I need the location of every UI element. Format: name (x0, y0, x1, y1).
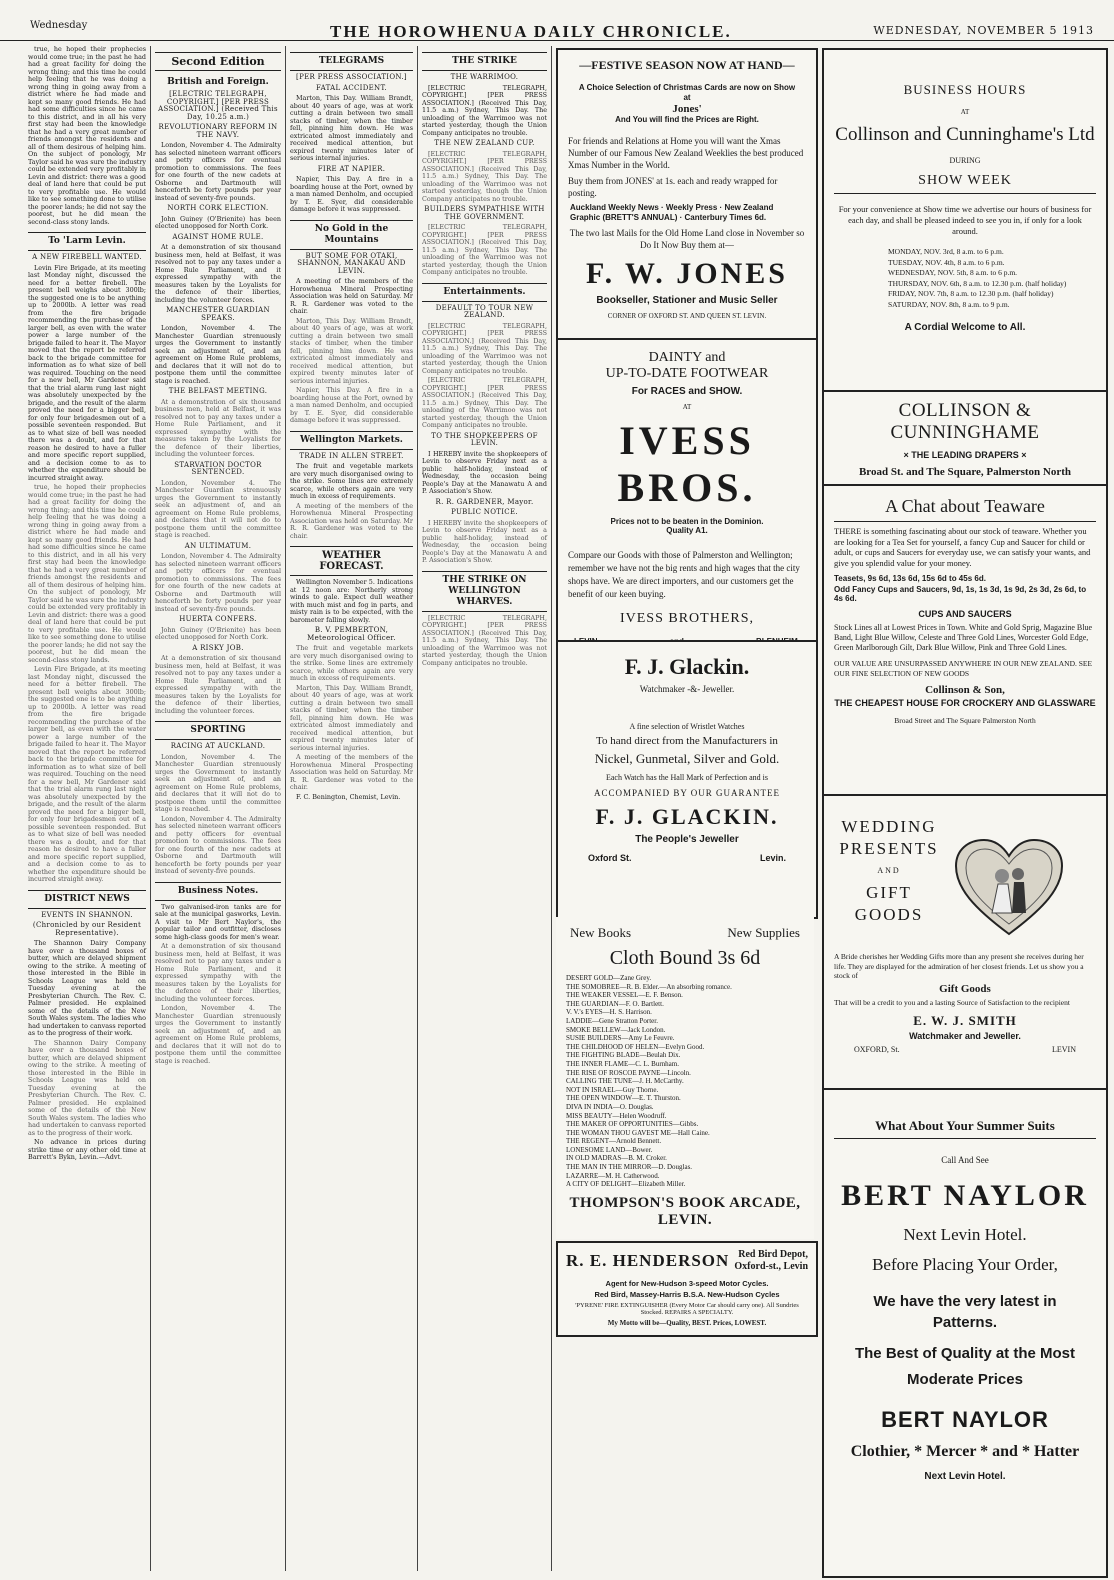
ad-body: THERE is something fascinating about our stock of teaware. Whether you are looking for a Tea Set for yourself, a fancy Cup and Saucer for child or adult, or cups and Saucers for everyday use, we can satisfy your wants, and give you splendid value for your money. (834, 526, 1091, 568)
subheadline: NORTH CORK ELECTION. (167, 204, 269, 212)
ad-line: DURING (949, 156, 981, 165)
ad-business-hours (822, 48, 1108, 392)
book-title: SMOKE BELLEW—Jack London. (566, 1025, 666, 1034)
masthead-fragment: Wednesday (30, 20, 88, 31)
advertiser-trade: Clothier, * Mercer * and * Hatter (850, 1443, 1080, 1460)
ad-headline: SHOW WEEK (918, 173, 1012, 188)
subheadline: FATAL ACCIDENT. (316, 83, 387, 92)
ad-headline: A Chat about Teaware (885, 496, 1045, 516)
subheadline: THE NEW ZEALAND CUP. (434, 139, 535, 147)
subheadline: AGAINST HOME RULE. (172, 232, 264, 241)
ad-headline: GOODS (854, 905, 924, 924)
ad-line: A Choice Selection of Christmas Cards are now on Show at (578, 83, 796, 102)
ad-headline: New Books (570, 925, 632, 940)
advertiser-name: BERT NAYLOR (841, 1179, 1089, 1212)
ad-line: My Motto will be—Quality, BEST. Prices, LOWEST. (607, 1319, 767, 1327)
ad-line: A Cordial Welcome to All. (904, 322, 1026, 333)
ad-headline: Gift Goods (939, 982, 991, 995)
book-title: THE REGENT—Arnold Bennett. (566, 1137, 662, 1146)
article-text: true, he hoped their prophecies would come true; in the past he had had a great facility for doing the wrong thing; and this time he could help feeling that he was doing a wrong thing in going away from a district where he had made and kept so many good friends. He had had some difficulties since he came to this district, and in all his very first stay had been the knowledge that he had a very great number of friends amongst the residents and all of them desirous of helping him. On the subject of ponology, Mr Taylor said he was sure the industry could be extended very profitably in Levin and district: there was a good deal of land here that could be put to very profitable use. He would like to see something done to utilise the poorer lands; he did not say the poorest, but he did mean the second-class stony lands. (28, 45, 146, 226)
article-text: Marton, This Day. William Brandt, about 40 years of age, was at work cutting a drain between two small stacks of timber, when the timber fell, pinning him down. He was extricated almost immediately and received medical attention, but expired twenty minutes later of serious internal injuries. (290, 316, 413, 385)
ad-headline: New Supplies (727, 925, 800, 940)
article-text: Levin Fire Brigade, at its meeting last Monday night, discussed the need for a better firebell. The present bell weighs about 300lb; the suggested one is to be anything up to 2000lb. A letter was read from the fire brigade recommending the purchase of the larger bell, as even with the water power a large number of the brigade failed to hear it. The Mayor moved that the report be referred back to the brigade committee for information as to what size of bell was required. Touching on the need for a new bell, Mr Gardener said that the trial alarm rung last night was absolutely unexpected by the brigade, and the result of the alarm proved the need for a bigger bell, for only four brigadesmen out of a possible seventeen responded. But as to what size of bell was needed there was a doubt, and for that reason he desired to have a fuller and more specific report supplied, and a decision come to as to whether the expenditure should be incurred straight away. (28, 665, 146, 883)
issue-date: WEDNESDAY, NOVEMBER 5 1913 (873, 24, 1094, 37)
column-rule (551, 46, 552, 1571)
headline: British and Foreign. (167, 77, 269, 87)
ad-line: AT (960, 108, 970, 116)
ad-body: Compare our Goods with those of Palmerston and Wellington; remember we have not the big rents and high wages that the city shops have. We are direct importers, and our customers get the benefit of our keen buying. (568, 550, 800, 599)
headline: To 'Larm Levin. (28, 232, 146, 251)
hours-line: TUESDAY, NOV. 4th, 8 a.m. to 6 p.m. (888, 257, 1005, 267)
ad-headline: GIFT (866, 883, 912, 902)
advertiser-address: Broad Street and The Square Palmerston North (894, 716, 1036, 725)
ad-headline: CUPS AND SAUCERS (918, 609, 1012, 619)
divider (834, 193, 1096, 194)
ad-ivess-bros (556, 338, 818, 642)
ad-list: Auckland Weekly News · Weekly Press · New Zealand Graphic (BRETT'S ANNUAL) · Canterbury Times 6d. (570, 203, 774, 222)
advertiser-name: Collinson & Son, (925, 684, 1005, 696)
subheadline: RACING AT AUCKLAND. (170, 742, 266, 750)
advertiser-tagline: The People's Jeweller (635, 834, 739, 845)
advertisement-note: No advance in prices during strike time or any other old time at Barrett's Bykn, Levin.—Advt. (28, 1138, 146, 1161)
ad-line: AND (877, 866, 901, 875)
ad-line: Next Levin Hotel. (903, 1225, 1027, 1244)
ad-headline: Before Placing Your Order, (872, 1255, 1058, 1274)
article-text: London, November 4. The Admiralty has selected nineteen warrant officers and petty officers for eventual promotion to commissions. The fees for one fourth of the new cadets at Osborne and Dartmouth will henceforth be forty pounds per year instead of seventy-five pounds. (155, 552, 281, 613)
ad-body: That will be a credit to you and a lasting Source of Satisfaction to the recipient (834, 997, 1070, 1007)
headline: Business Notes. (155, 882, 281, 901)
article-text: The Shannon Dairy Company have over a thousand boxes of butter, which are delayed shipment owing to the strike. A meeting of those interested in the Bible in Schools League was held on Tuesday evening at the Presbyterian Church. The Rev. C. Palmer presided. He explained some of the details of the New South Wales system. The ladies who had undertaken to canvass reported as to the progress of their work. (28, 939, 146, 1037)
ad-title: —FESTIVE SEASON NOW AT HAND— (579, 58, 795, 72)
ad-henderson (556, 1241, 818, 1337)
book-list (566, 974, 804, 1189)
subheadline: EVENTS IN SHANNON. (41, 910, 133, 919)
article-text: At a demonstration of six thousand business men, held at Belfast, it was resolved not to pay any taxes under a Home Rule Parliament, and it expressed sympathy with the measures taken by the Loyalists for the defence of their liberties, including the volunteer forces. (155, 243, 281, 304)
article-text: London, November 4. The Manchester Guardian strenuously urges the Government to instantly seek an adjustment of, and an agreement on Home Rule problems, and declares that it will not do to postpone them until the committee stage is reached. (155, 752, 281, 813)
subheadline: REVOLUTIONARY REFORM IN THE NAVY. (158, 123, 278, 139)
article-text: Wellington November 5. Indications at 12 noon are: Northerly strong winds to gale. Expect dull weather with much mist and fog in parts, and misty rain is to be expected, with the barometer falling slowly. (290, 578, 413, 624)
article-text: The fruit and vegetable markets are very much disorganised owing to the strike. Some lines are extremely scarce, while others again are very much in excess of requirements. (290, 644, 413, 682)
article-text: I HEREBY invite the shopkeepers of Levin to observe Friday next as a public half-holiday, instead of Wednesday, the occasion being People's Day at the Manawatu A and P. Association's Show. (422, 518, 547, 564)
article-text: A meeting of the members of the Horowhenua Mineral Prospecting Association was held on Saturday. Mr R. R. Gardener was voted to the chair. (290, 277, 413, 315)
column-2 (155, 46, 281, 1571)
headline: SPORTING (155, 721, 281, 740)
subheadline: HUERTA CONFERS. (179, 615, 257, 623)
headline: TELEGRAMS (290, 52, 413, 71)
article-text: London, November 4. The Admiralty has selected nineteen warrant officers and petty officers for eventual promotion to commissions. The fees for one fourth of the new cadets at Osborne and Dartmouth will henceforth be forty pounds per year instead of seventy-five pounds. (155, 141, 281, 202)
article-text: Levin Fire Brigade, at its meeting last Monday night, discussed the need for a better firebell. The present bell weighs about 300lb; the suggested one is to be anything up to 2000lb. A letter was read from the fire brigade recommending the purchase of the larger bell, as even with the water power a large number of the brigade failed to hear it. The Mayor moved that the report be referred back to the brigade committee for information as to what size of bell was required. Touching on the need for a new bell, Mr Gardener said that the trial alarm rung last night was absolutely unexpected by the brigade, and the result of the alarm proved the need for a bigger bell, for only four brigadesmen out of a possible seventeen responded. But as to what size of bell was needed there was a doubt, and for that reason he desired to have a fuller and more specific report supplied, and a decision come to as to whether the expenditure should be incurred straight away. (28, 263, 146, 482)
article-text: true, he hoped their prophecies would come true; in the past he had had a great facility for doing the wrong thing; and this time he could help feeling that he was doing a wrong thing in going away from a district where he had made and kept so many good friends. He had had some difficulties since he came to this district, and in all his very first stay had been the knowledge that he had a very great number of friends amongst the residents and all of them desirous of helping him. On the subject of ponology, Mr Taylor said he was sure the industry could be extended very profitably in Levin and district: there was a good deal of land here that could be put to very profitable use. He would like to see something done to utilise the poorer lands; he did not say the poorest, but he did mean the second-class stony lands. (28, 483, 146, 664)
article-text: London, November 4. The Manchester Guardian strenuously urges the Government to instantly seek an adjustment of, and an agreement on Home Rule problems, and declares that it will not do to postpone them until the committee stage is reached. (155, 478, 281, 539)
ad-headline: To hand direct from the Manufacturers in (596, 735, 778, 747)
advertiser-name: IVESS BROTHERS, (619, 611, 755, 626)
divider (834, 1138, 1096, 1139)
article-text: London, November 4. The Manchester Guardian strenuously urges the Government to instantly seek an adjustment of, and an agreement on Home Rule problems, and declares that it will not do to postpone them until the committee stage is reached. (155, 1004, 281, 1065)
location: LEVIN (1052, 1045, 1076, 1054)
ad-body: For friends and Relations at Home you will want the Xmas Number of our Famous New Zealand Weeklies the best produced Xmas Number in the World. (568, 136, 804, 170)
signature: R. R. GARDENER, Mayor. (435, 497, 534, 506)
book-title: SUSIE BUILDERS—Amy Le Feuvre. (566, 1034, 675, 1043)
article-text: Marton, This Day. William Brandt, about 40 years of age, was at work cutting a drain between two small stacks of timber, when the timber fell, pinning him down. He was extricated almost immediately and received medical attention, but expired twenty minutes later of serious internal injuries. (290, 683, 413, 752)
book-title: THE RISE OF ROSCOE PAYNE—Lincoln. (566, 1068, 691, 1077)
price-line: Odd Fancy Cups and Saucers, 9d, 1s, 1s 3d, 1s 9d, 2s 3d, 2s 6d, to 4s 6d. (834, 585, 1087, 603)
credit: [ELECTRIC TELEGRAPH, COPYRIGHT.] [PER PRESS ASSOCIATION.] (Received This Day, 10.25 a.m.) (158, 90, 278, 121)
headline: DISTRICT NEWS (28, 890, 146, 909)
headline: THE STRIKE ON WELLINGTON WHARVES. (422, 571, 547, 612)
subheadline: TRADE IN ALLEN STREET. (299, 451, 404, 460)
book-title: THE MAN IN THE MIRROR—D. Douglas. (566, 1163, 693, 1172)
hours-line: FRIDAY, NOV. 7th, 8 a.m. to 12.30 p.m. (half holiday) (888, 289, 1054, 298)
ad-teaware (822, 484, 1108, 796)
article-text: [ELECTRIC TELEGRAPH, COPYRIGHT.] [PER PRESS ASSOCIATION.] (Received This Day, 11.5 a.m.) Sydney, This Day. The unloading of the Warrimoo was not started yesterday, though the Union Company anticipates no trouble. (422, 613, 547, 667)
subheadline: THE BELFAST MEETING. (168, 387, 268, 395)
hours-list (888, 247, 1106, 310)
credit: [PER PRESS ASSOCIATION.] (296, 73, 407, 81)
headline: Wellington Markets. (290, 431, 413, 450)
column-rule (285, 46, 286, 1571)
ad-line: ACCOMPANIED BY OUR GUARANTEE (593, 788, 781, 798)
advertiser-address: CORNER OF OXFORD ST. AND QUEEN ST. LEVIN. (607, 312, 767, 320)
advertiser-name: Collinson and Cunninghame's Ltd (835, 124, 1095, 145)
article-text: A meeting of the members of the Horowhenua Mineral Prospecting Association was held on Saturday. Mr R. R. Gardener was voted to the chair. (290, 501, 413, 540)
article-text: [ELECTRIC TELEGRAPH, COPYRIGHT.] [PER PRESS ASSOCIATION.] (Received This Day, 11.5 a.m.) Sydney, This Day. The unloading of the Warrimoo was not started yesterday, though the Union Company anticipates no trouble. (422, 376, 547, 429)
column-1 (28, 46, 146, 1571)
advertiser-name: E. W. J. SMITH (913, 1013, 1017, 1028)
article-text: [ELECTRIC TELEGRAPH, COPYRIGHT.] [PER PRESS ASSOCIATION.] (Received This Day, 11.5 a.m.) Sydney, This Day. The unloading of the Warrimoo was not started yesterday, though the Union Company anticipates no trouble. (422, 321, 547, 375)
article-text: [ELECTRIC TELEGRAPH, COPYRIGHT.] [PER PRESS ASSOCIATION.] (Received This Day, 11.5 a.m.) Sydney, This Day. The unloading of the Warrimoo was not started yesterday, though the Union Company anticipates no trouble. (422, 223, 547, 276)
headline: No Gold in the Mountains (290, 220, 413, 250)
book-title: MISS BEAUTY—Helen Woodruff. (566, 1111, 667, 1120)
article-text: Two galvanised-iron tanks are for sale at the municipal gasworks, Levin. A visit to Mr Bert Naylor's, the popular tailor and outfitter, discloses some high-class goods for men's wear. (155, 902, 281, 941)
ad-headline: BUSINESS HOURS (903, 82, 1027, 97)
advertiser-name: BERT NAYLOR (881, 1407, 1049, 1432)
book-title: DESERT GOLD—Zane Grey. (566, 974, 652, 982)
article-text: Napier, This Day. A fire in a boarding house at the Port, owned by a man named Denholm, and occupied by T. E. Syer, did considerable damage before it was suppressed. (290, 175, 413, 213)
subheadline: THE WARRIMOO. (450, 73, 519, 81)
subheadline: A RISKY JOB. (192, 643, 244, 652)
book-title: THE GUARDIAN—F. O. Bartlett. (566, 999, 664, 1008)
book-title: THE FIGHTING BLADE—Beulah Dix. (566, 1051, 681, 1060)
subheadline: A NEW FIREBELL WANTED. (32, 253, 142, 261)
ad-line: The Best of Quality at the Most Moderate Prices (854, 1345, 1076, 1388)
advertiser-name: IVESS BROS. (617, 418, 757, 510)
ad-line: Each Watch has the Hall Mark of Perfection and is (605, 773, 769, 782)
store-name: Jones' (672, 103, 702, 115)
article-text: At a demonstration of six thousand business men, held at Belfast, it was resolved not to pay any taxes under a Home Rule Parliament, and it expressed sympathy with the measures taken by the Loyalists for the defence of their liberties, including the volunteer forces. (155, 942, 281, 1003)
ad-headline: DAINTY and (648, 350, 726, 365)
ad-line: Agent for New-Hudson 3-speed Motor Cycles. (605, 1279, 769, 1288)
subheadline: FIRE AT NAPIER. (317, 164, 386, 173)
ad-body: For your convenience at Show time we advertise our hours of business for each day, and shall be pleased indeed to see you in, if only for a look around. (838, 204, 1092, 236)
hours-line: WEDNESDAY, NOV. 5th, 8 a.m. to 6 p.m. (888, 268, 1018, 277)
book-title: DIVA IN INDIA—O. Douglas. (566, 1102, 654, 1111)
book-title: THE CHILDHOOD OF HELEN—Evelyn Good. (566, 1042, 705, 1051)
advertisement-note: F. C. Benington, Chemist, Levin. (296, 792, 401, 801)
advertiser-tagline: THE CHEAPEST HOUSE FOR CROCKERY AND GLASSWARE (834, 698, 1096, 708)
article-text: A meeting of the members of the Horowhenua Mineral Prospecting Association was held on Saturday. Mr R. R. Gardener was voted to the chair. (290, 753, 413, 791)
article-text: I HEREBY invite the shopkeepers of Levin to observe Friday next as a public half-holiday, instead of Wednesday, the occasion being People's Day at the Manawatu A and P. Association's Show. (422, 449, 547, 495)
book-title: IN OLD MADRAS—B. M. Croker. (566, 1154, 667, 1163)
advertiser-name: F. W. JONES (586, 257, 788, 290)
ad-line: Prices not to be beaten in the Dominion. Quality A1. (610, 517, 764, 535)
ad-line: 'PYRENE' FIRE EXTINGUISHER (Every Motor Car should carry one). All Sundries Stocked. REPAIRS A SPECIALTY. (575, 1302, 799, 1316)
book-title: THE WOMAN THOU GAVEST ME—Hall Caine. (566, 1128, 710, 1137)
ad-body: Buy them from JONES' at 1s. each and ready wrapped for posting. (568, 176, 778, 198)
hours-line: MONDAY, NOV. 3rd, 8 a.m. to 6 p.m. (888, 247, 1004, 256)
ad-line: Call And See (941, 1155, 989, 1165)
heart-illustration (954, 838, 1064, 938)
ad-headline: For RACES and SHOW. (631, 386, 743, 397)
ad-headline: PRESENTS (839, 839, 939, 858)
advertiser-name: R. E. HENDERSON (566, 1251, 730, 1270)
ad-line: Next Levin Hotel. (924, 1471, 1006, 1482)
column-rule (150, 46, 151, 1571)
article-text: At a demonstration of six thousand business men, held at Belfast, it was resolved not to pay any taxes under a Home Rule Parliament, and it expressed sympathy with the measures taken by the Loyalists for the defence of their liberties, including the volunteer forces. (155, 397, 281, 458)
subheadline: STARVATION DOCTOR SENTENCED. (174, 460, 262, 476)
ad-headline: UP-TO-DATE FOOTWEAR (605, 366, 769, 381)
advertiser-name: F. J. GLACKIN. (595, 804, 779, 829)
location: Oxford-st., Levin (734, 1261, 808, 1272)
column-3 (290, 46, 413, 1571)
ad-body: The two last Mails for the Old Home Land close in November so Do It Now Buy them at— (569, 228, 805, 250)
article-text: The Shannon Dairy Company have over a thousand boxes of butter, which are delayed shipment owing to the strike. A meeting of those interested in the Bible in Schools League was held on Tuesday evening at the Presbyterian Church. The Rev. C. Palmer presided. He explained some of the details of the New South Wales system. The ladies who had undertaken to canvass reported as to the progress of their work. (28, 1038, 146, 1137)
advertiser-name: COLLINSON & CUNNINGHAME (890, 400, 1040, 443)
hours-line: SATURDAY, NOV. 8th, 8 a.m. to 9 p.m. (888, 299, 1010, 309)
article-text: The fruit and vegetable markets are very much disorganised owing to the strike. Some lines are extremely scarce, while others again are very much in excess of requirements. (290, 462, 413, 500)
book-title: LAZARRE—M. H. Catherwood. (566, 1171, 660, 1180)
book-title: A CITY OF DELIGHT—Elizabeth Miller. (566, 1180, 686, 1189)
ad-body: OUR VALUE ARE UNSURPASSED ANYWHERE IN OUR NEW ZEALAND. SEE OUR FINE SELECTION OF NEW GOODS (834, 659, 1093, 678)
price-line: Teasets, 9s 6d, 13s 6d, 15s 6d to 45s 6d. (834, 574, 986, 583)
headline: THE STRIKE (422, 52, 547, 71)
article-text: John Guiney (O'Brienite) has been elected unopposed for North Cork. (155, 625, 281, 641)
book-title: THE INNER FLAME—C. L. Burnham. (566, 1059, 679, 1068)
byline: B. V. PEMBERTON, Meteorological Officer. (307, 626, 396, 642)
article-text: Marton, This Day. William Brandt, about 40 years of age, was at work cutting a drain between two small stacks of timber, when the timber fell, pinning him down. He was extricated almost immediately and received medical attention, but expired twenty minutes later of serious internal injuries. (290, 94, 413, 162)
ad-line: We have the very latest in Patterns. (873, 1293, 1057, 1331)
book-title: THE SOMOBREE—R. B. Elder.—An absorbing romance. (566, 982, 732, 991)
article-text: John Guiney (O'Brienite) has been elected unopposed for North Cork. (155, 214, 281, 230)
byline: (Chronicled by our Resident Representative). (32, 921, 142, 937)
advertiser-name: THOMPSON'S BOOK ARCADE, LEVIN. (569, 1194, 801, 1228)
ad-line: And You will find the Prices are Right. (615, 115, 759, 124)
newspaper-title: THE HOROWHENUA DAILY CHRONICLE. (330, 22, 732, 41)
ad-body: A Bride cherishes her Wedding Gifts more than any present she receives during her life. They are displayed for the admiration of her closest friends. Let us show you a stock of (834, 952, 1084, 980)
subheadline: PUBLIC NOTICE. (451, 508, 518, 516)
book-title: CALLING THE TUNE—J. H. McCarthy. (566, 1077, 684, 1086)
ad-headline: What About Your Summer Suits (875, 1118, 1055, 1133)
ad-body: Stock Lines all at Lowest Prices in Town. White and Gold Sprig, Magazine Blue Band, Light Blue Willow, Celeste and Three Gold Lines, Worcester Gold Edge, Green Marlborough Gilt, Dark Blue Willow, Pink and Three Gold Lines. (834, 623, 1092, 652)
book-title: THE WEAKER VESSEL—E. F. Benson. (566, 991, 683, 1000)
subheadline: BUILDERS SYMPATHISE WITH THE GOVERNMENT. (424, 205, 545, 221)
ad-glackin (556, 640, 818, 919)
subheadline: BUT SOME FOR OTAKI, SHANNON, MANAKAU AND LEVIN. (297, 251, 406, 275)
location: Oxford St. (588, 853, 632, 863)
ad-headline: Nickel, Gunmetal, Silver and Gold. (594, 751, 780, 766)
book-title: V. V.'s EYES—H. S. Harrison. (566, 1008, 652, 1017)
advertiser-trade: Watchmaker and Jeweller. (909, 1031, 1021, 1041)
book-title: NOT IN ISRAEL—Guy Thorne. (566, 1085, 659, 1094)
article-text: London, November 4. The Manchester Guardian strenuously urges the Government to instantly seek an adjustment of, and an agreement on Home Rule problems, and declares that it will not do to postpone them until the committee stage is reached. (155, 324, 281, 385)
price: Cloth Bound 3s 6d (609, 947, 761, 969)
ad-wedding-presents (822, 794, 1108, 1090)
advertiser-name: F. J. Glackin. (624, 654, 750, 679)
subheadline: TO THE SHOPKEEPERS OF LEVIN. (431, 431, 538, 447)
ad-headline: WEDDING (841, 817, 937, 836)
masthead (0, 0, 1114, 41)
advertiser-tagline: × THE LEADING DRAPERS × (903, 450, 1027, 460)
subheadline: AN ULTIMATUM. (184, 541, 252, 550)
ad-bert-naylor (822, 1088, 1108, 1578)
advertiser-trade: Watchmaker -&- Jeweller. (639, 684, 735, 694)
ad-line: Red Bird, Massey-Harris B.S.A. New-Hudson Cycles (594, 1290, 780, 1299)
article-text: London, November 4. The Admiralty has selected nineteen warrant officers and petty officers for eventual promotion to commissions. The fees for one fourth of the new cadets at Osborne and Dartmouth will henceforth be forty pounds per year instead of seventy-five pounds. (155, 814, 281, 875)
depot: Red Bird Depot, (738, 1249, 808, 1260)
ad-line: A fine selection of Wristlet Watches (629, 722, 745, 731)
book-title: THE MAKER OF OPPORTUNITIES—Gibbs. (566, 1120, 699, 1129)
advertiser-address: Broad St. and The Square, Palmerston North (858, 466, 1072, 478)
book-title: LADDIE—Gene Stratton Porter. (566, 1016, 658, 1025)
article-text: At a demonstration of six thousand business men, held at Belfast, it was resolved not to pay any taxes under a Home Rule Parliament, and it expressed sympathy with the measures taken by the Loyalists for the defence of their liberties, including the volunteer forces. (155, 654, 281, 715)
article-text: [ELECTRIC TELEGRAPH, COPYRIGHT.] [PER PRESS ASSOCIATION.] (Received This Day, 11.5 a.m.) Sydney, This Day. The unloading of the Warrimoo was not started yesterday, though the Union Company anticipates no trouble. (422, 83, 547, 137)
column-rule (417, 46, 418, 1571)
location: OXFORD, St. (854, 1045, 900, 1054)
heart-icon (954, 838, 1064, 938)
book-title: THE OPEN WINDOW—E. T. Thurston. (566, 1094, 681, 1103)
book-title: LONESOME LAND—Bower. (566, 1145, 653, 1154)
article-text: Napier, This Day. A fire in a boarding house at the Port, owned by a man named Denholm, and occupied by T. E. Syer, did considerable damage before it was suppressed. (290, 386, 413, 424)
ad-collinson-cunninghame (822, 390, 1108, 486)
hours-line: THURSDAY, NOV. 6th, 8 a.m. to 12.30 p.m. (half holiday) (888, 278, 1067, 288)
article-text: [ELECTRIC TELEGRAPH, COPYRIGHT.] [PER PRESS ASSOCIATION.] (Received This Day, 11.5 a.m.) Sydney, This Day. The unloading of the Warrimoo was not started yesterday, though the Union Company anticipates no trouble. (422, 149, 547, 203)
subheadline: MANCHESTER GUARDIAN SPEAKS. (166, 306, 270, 322)
ad-fw-jones (556, 48, 818, 340)
ad-books (556, 917, 814, 1239)
location: Levin. (759, 853, 786, 863)
headline: WEATHER FORECAST. (290, 546, 413, 576)
advertiser-trade: Bookseller, Stationer and Music Seller (596, 295, 778, 306)
subheadline: DEFAULT TO TOUR NEW ZEALAND. (435, 303, 534, 319)
column-4 (422, 46, 547, 1571)
ad-line: AT (682, 403, 692, 411)
headline: Second Edition (155, 52, 281, 71)
headline: Entertainments. (422, 283, 547, 302)
divider (834, 521, 1096, 522)
